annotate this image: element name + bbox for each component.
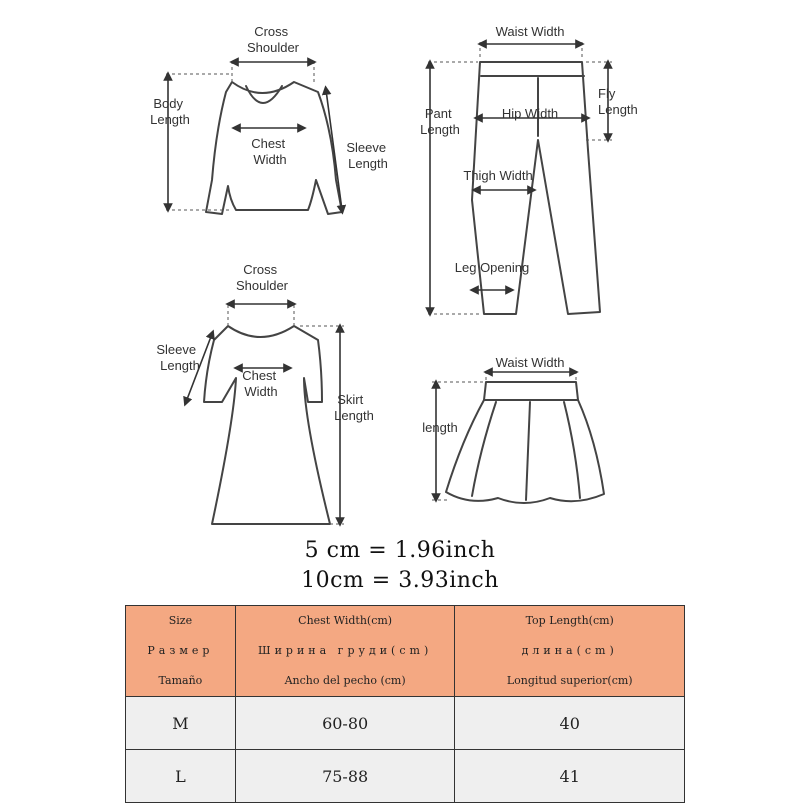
chest-width-label: Chest Width: [251, 136, 287, 167]
skirt-waistband: [484, 382, 578, 400]
header-size-en: Size: [168, 614, 193, 627]
header-size-ru: Размер: [147, 644, 214, 657]
cell-size: L: [126, 750, 236, 803]
size-chart-table: [125, 605, 685, 803]
header-top-length-ru: длина(cm): [521, 644, 618, 657]
cell-chest-width: 75-88: [235, 750, 455, 803]
waist-width-label: Waist Width: [495, 24, 565, 39]
header-size: [126, 606, 236, 697]
dress-outline: [204, 326, 330, 524]
dress-sleeve-length-label: Sleeve Length: [156, 342, 200, 373]
header-chest-width-es: Ancho del pecho (cm): [284, 674, 406, 687]
body-length-label: Body Length: [150, 96, 190, 127]
table-row: [126, 750, 685, 803]
hip-width-label: Hip Width: [501, 106, 559, 121]
header-top-length: [455, 606, 685, 697]
fly-length-label: Fly Length: [598, 86, 638, 117]
skirt-length-label: Skirt Length: [334, 392, 374, 423]
skirt-waist-width-label: Waist Width: [495, 355, 565, 370]
pant-length-label: Pant Length: [420, 106, 460, 137]
conversion-line-5cm: 5 cm = 1.96inch: [304, 538, 496, 563]
leg-opening-label: Leg Opening: [454, 260, 530, 275]
dress-cross-shoulder-label: Cross Shoulder: [235, 262, 289, 293]
header-chest-width-ru: Ширина груди(cm): [258, 644, 433, 657]
table-row: [126, 697, 685, 750]
skirt-outline: [446, 400, 604, 503]
sleeve-length-arrow: [326, 90, 342, 210]
cell-size: M: [126, 697, 236, 750]
header-chest-width-en: Chest Width(cm): [298, 614, 393, 627]
pants-outline: [472, 62, 600, 314]
pants-diagram: [420, 24, 638, 314]
dress-chest-width-label: Chest Width: [242, 368, 278, 399]
sleeve-length-label: Sleeve Length: [346, 140, 388, 171]
header-top-length-en: Top Length(cm): [525, 614, 614, 627]
cell-top-length: 41: [455, 750, 685, 803]
conversion-line-10cm: 10cm = 3.93inch: [301, 568, 499, 593]
sweater-diagram: [150, 24, 390, 214]
header-top-length-es: Longitud superior(cm): [506, 674, 633, 687]
cell-top-length: 40: [455, 697, 685, 750]
header-size-es: Tamaño: [158, 674, 203, 687]
cross-shoulder-label: Cross Shoulder: [246, 24, 300, 55]
dress-diagram: [156, 262, 374, 524]
cell-chest-width: 60-80: [235, 697, 455, 750]
skirt-length-text: length: [422, 420, 458, 435]
header-chest-width: [235, 606, 455, 697]
table-header-row: [126, 606, 685, 697]
skirt-diagram: [422, 355, 604, 503]
thigh-width-label: Thigh Width: [463, 168, 533, 183]
sweater-neckline: [246, 86, 282, 103]
